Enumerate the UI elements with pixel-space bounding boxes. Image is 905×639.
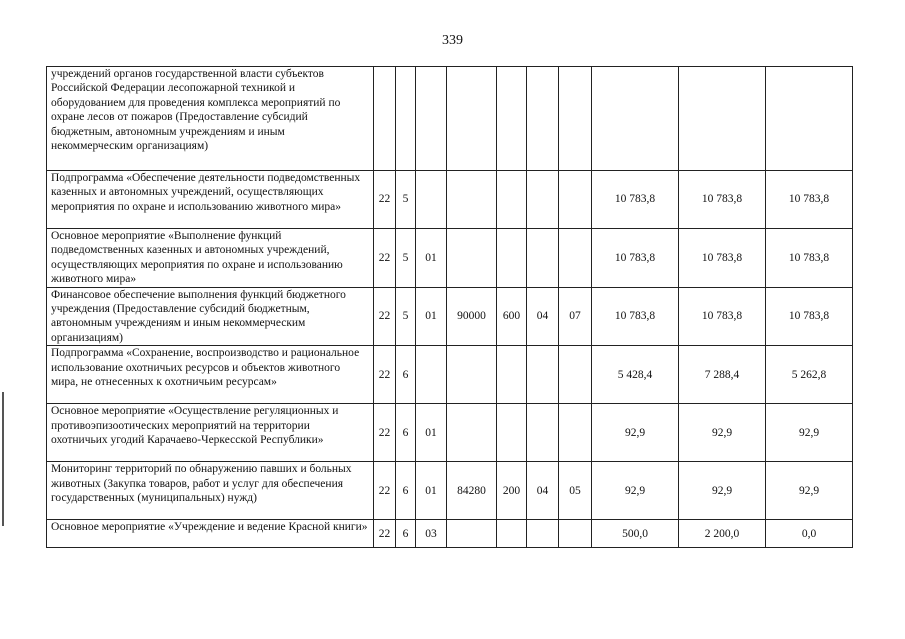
table-row — [47, 520, 853, 548]
amount-year-3: 10 783,8 — [766, 229, 853, 288]
table-row — [47, 462, 853, 520]
amount-year-2: 10 783,8 — [679, 229, 766, 288]
section-code — [527, 404, 559, 462]
main-measure-code — [416, 346, 447, 404]
row-description: Мониторинг территорий по обнаружению павших и больных животных (Закупка товаров, работ и услуг для обеспечения государственных (муниципальных) нужд) — [47, 462, 374, 520]
amount-year-1: 10 783,8 — [592, 229, 679, 288]
amount-year-2: 2 200,0 — [679, 520, 766, 548]
subsection-code — [559, 67, 592, 171]
subsection-code — [559, 346, 592, 404]
main-measure-code: 01 — [416, 404, 447, 462]
amount-year-2: 92,9 — [679, 462, 766, 520]
subsection-code: 05 — [559, 462, 592, 520]
row-description: Основное мероприятие «Учреждение и ведение Красной книги» — [47, 520, 374, 548]
direction-code — [447, 171, 497, 229]
main-measure-code — [416, 67, 447, 171]
subsection-code — [559, 404, 592, 462]
amount-year-3: 0,0 — [766, 520, 853, 548]
main-measure-code — [416, 171, 447, 229]
direction-code: 90000 — [447, 287, 497, 346]
amount-year-3 — [766, 67, 853, 171]
amount-year-3: 92,9 — [766, 404, 853, 462]
amount-year-2: 10 783,8 — [679, 287, 766, 346]
section-code — [527, 229, 559, 288]
program-code: 22 — [374, 287, 396, 346]
table-row — [47, 287, 853, 346]
row-description: Подпрограмма «Обеспечение деятельности подведомственных казенных и автономных учреждений, осуществляющих мероприятия по охране и использованию животного мира» — [47, 171, 374, 229]
subprogram-code: 5 — [396, 287, 416, 346]
main-measure-code: 01 — [416, 462, 447, 520]
table-row — [47, 171, 853, 229]
program-code: 22 — [374, 346, 396, 404]
table-row — [47, 346, 853, 404]
amount-year-2: 92,9 — [679, 404, 766, 462]
program-code: 22 — [374, 404, 396, 462]
amount-year-3: 5 262,8 — [766, 346, 853, 404]
expense-type-code — [497, 346, 527, 404]
direction-code: 84280 — [447, 462, 497, 520]
subprogram-code: 6 — [396, 346, 416, 404]
main-measure-code: 01 — [416, 287, 447, 346]
table-row — [47, 67, 853, 171]
program-code: 22 — [374, 462, 396, 520]
subprogram-code: 6 — [396, 404, 416, 462]
subprogram-code — [396, 67, 416, 171]
row-description: Основное мероприятие «Осуществление регуляционных и противоэпизоотических мероприятий на территории охотничьих угодий Карачаево-Черкесской Республики» — [47, 404, 374, 462]
direction-code — [447, 67, 497, 171]
amount-year-1: 10 783,8 — [592, 171, 679, 229]
amount-year-1: 500,0 — [592, 520, 679, 548]
main-measure-code: 03 — [416, 520, 447, 548]
amount-year-1: 5 428,4 — [592, 346, 679, 404]
section-code — [527, 346, 559, 404]
amount-year-2: 7 288,4 — [679, 346, 766, 404]
scan-margin-mark — [2, 392, 4, 526]
section-code: 04 — [527, 287, 559, 346]
section-code — [527, 67, 559, 171]
subprogram-code: 5 — [396, 229, 416, 288]
amount-year-2 — [679, 67, 766, 171]
program-code: 22 — [374, 171, 396, 229]
program-code: 22 — [374, 229, 396, 288]
section-code: 04 — [527, 462, 559, 520]
direction-code — [447, 404, 497, 462]
expense-type-code — [497, 171, 527, 229]
section-code — [527, 171, 559, 229]
amount-year-3: 92,9 — [766, 462, 853, 520]
amount-year-1: 92,9 — [592, 404, 679, 462]
main-measure-code: 01 — [416, 229, 447, 288]
expense-type-code — [497, 229, 527, 288]
section-code — [527, 520, 559, 548]
budget-table — [46, 66, 853, 548]
program-code: 22 — [374, 520, 396, 548]
row-description: Подпрограмма «Сохранение, воспроизводство и рациональное использование охотничьих ресурсов и объектов животного мира, не отнесенных к охотничьим ресурсам» — [47, 346, 374, 404]
expense-type-code — [497, 520, 527, 548]
subsection-code — [559, 171, 592, 229]
subprogram-code: 6 — [396, 520, 416, 548]
direction-code — [447, 229, 497, 288]
subprogram-code: 6 — [396, 462, 416, 520]
amount-year-1: 92,9 — [592, 462, 679, 520]
page-number: 339 — [442, 33, 463, 48]
expense-type-code: 600 — [497, 287, 527, 346]
expense-type-code — [497, 67, 527, 171]
program-code — [374, 67, 396, 171]
expense-type-code: 200 — [497, 462, 527, 520]
subsection-code — [559, 520, 592, 548]
direction-code — [447, 346, 497, 404]
subsection-code: 07 — [559, 287, 592, 346]
expense-type-code — [497, 404, 527, 462]
table-row — [47, 229, 853, 288]
amount-year-1: 10 783,8 — [592, 287, 679, 346]
amount-year-1 — [592, 67, 679, 171]
amount-year-3: 10 783,8 — [766, 171, 853, 229]
row-description: Финансовое обеспечение выполнения функций бюджетного учреждения (Предоставление субсидий бюджетным, автономным учреждениям и иным некоммерческим организациям) — [47, 287, 374, 346]
subprogram-code: 5 — [396, 171, 416, 229]
table-body — [47, 67, 853, 548]
subsection-code — [559, 229, 592, 288]
amount-year-2: 10 783,8 — [679, 171, 766, 229]
amount-year-3: 10 783,8 — [766, 287, 853, 346]
row-description: учреждений органов государственной власти субъектов Российской Федерации лесопожарной техникой и оборудованием для проведения комплекса мероприятий по охране лесов от пожаров (Предоставление субсидий бюджетным, автономным учреждениям и иным некоммерческим организациям) — [47, 67, 374, 171]
row-description: Основное мероприятие «Выполнение функций подведомственных казенных и автономных учреждений, осуществляющих мероприятия по охране и использованию животного мира» — [47, 229, 374, 288]
table-row — [47, 404, 853, 462]
direction-code — [447, 520, 497, 548]
